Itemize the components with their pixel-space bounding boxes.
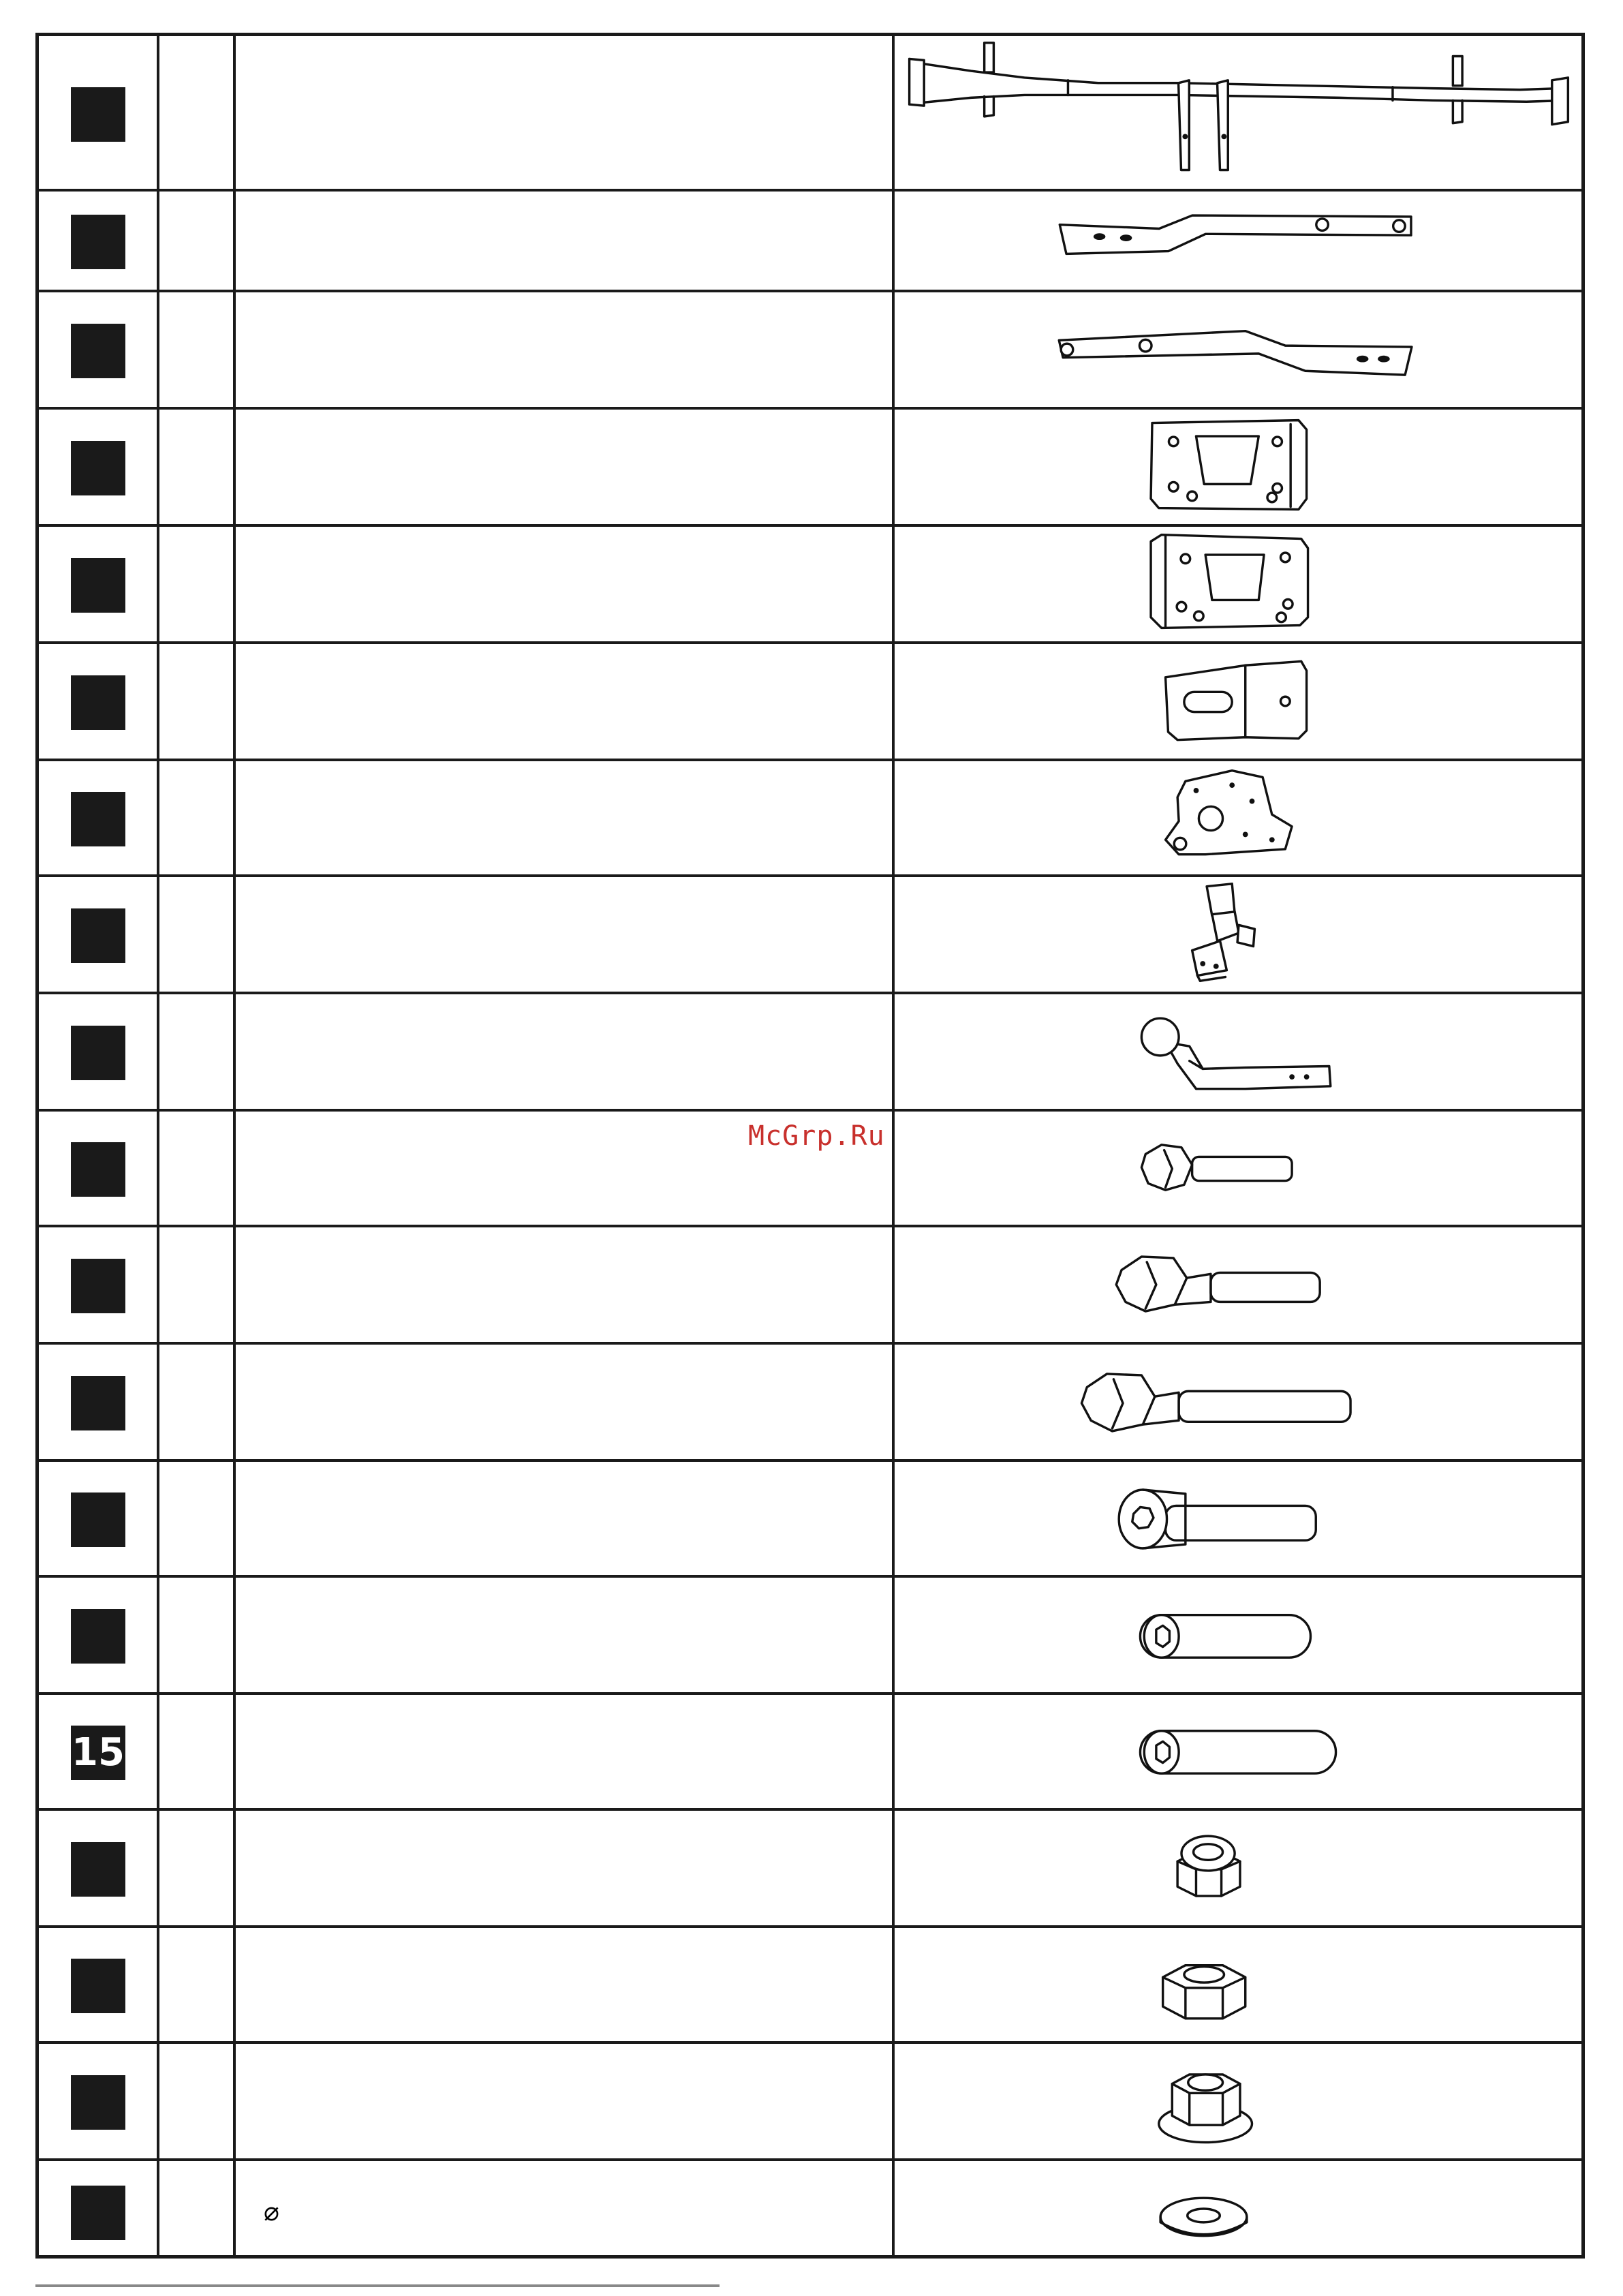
- slotted-angle-bracket-icon: [895, 644, 1581, 759]
- part-number-badge: [71, 1376, 125, 1430]
- part-number-badge: [71, 558, 125, 613]
- short-spacer-sleeve-icon: [895, 1578, 1581, 1692]
- diameter-symbol: ⌀: [264, 2196, 279, 2226]
- table-row: [39, 2044, 1581, 2161]
- table-row: [39, 761, 1581, 877]
- left-mounting-plate-icon: [895, 410, 1581, 524]
- tow-bar-crossmember-icon: [895, 36, 1581, 189]
- part-number-badge: [71, 1259, 125, 1313]
- part-number-badge: [71, 792, 125, 846]
- part-number-badge: [71, 1609, 125, 1664]
- socket-plate-icon: [895, 761, 1581, 874]
- table-row: [39, 1578, 1581, 1695]
- right-mounting-plate-icon: [895, 527, 1581, 641]
- footer-divider: [35, 2284, 720, 2287]
- right-bracket-arm-icon: [895, 292, 1581, 407]
- flat-washer-icon: [895, 2161, 1581, 2262]
- part-number-badge: [71, 1959, 125, 2013]
- long-spacer-sleeve-icon: [895, 1695, 1581, 1808]
- left-bracket-arm-icon: [895, 192, 1581, 290]
- part-number-badge: [71, 1142, 125, 1197]
- part-number-badge: [71, 2186, 125, 2240]
- table-row: [39, 527, 1581, 644]
- table-row: [39, 1345, 1581, 1462]
- tow-ball-neck-icon: [895, 994, 1581, 1109]
- part-number-badge: [71, 675, 125, 730]
- watermark-text: McGrp.Ru: [748, 1120, 885, 1152]
- table-row: [39, 36, 1581, 192]
- table-row: [39, 1695, 1581, 1811]
- table-row: [39, 644, 1581, 761]
- table-row: [39, 192, 1581, 292]
- part-number-badge: 15: [71, 1726, 125, 1780]
- part-number-badge: [71, 215, 125, 269]
- part-number-badge: [71, 324, 125, 378]
- part-number-badge: [71, 87, 125, 142]
- table-row: [39, 1811, 1581, 1928]
- table-row: [39, 1462, 1581, 1578]
- table-row: [39, 994, 1581, 1112]
- part-number-badge: [71, 1842, 125, 1897]
- medium-hex-bolt-icon: [895, 1227, 1581, 1342]
- table-row: [39, 292, 1581, 410]
- nyloc-nut-icon: [895, 1811, 1581, 1925]
- part-number-badge: [71, 1493, 125, 1547]
- table-row: [39, 2161, 1581, 2262]
- short-hex-bolt-icon: [895, 1112, 1581, 1225]
- flange-nut-icon: [895, 2044, 1581, 2158]
- lock-mechanism-icon: [895, 877, 1581, 992]
- part-number-badge: [71, 908, 125, 963]
- long-hex-bolt-icon: [895, 1345, 1581, 1459]
- hex-nut-icon: [895, 1928, 1581, 2041]
- part-number-badge: [71, 1026, 125, 1080]
- table-row: [39, 410, 1581, 527]
- part-number-badge: [71, 2075, 125, 2130]
- table-row: [39, 1928, 1581, 2044]
- part-number-badge: [71, 441, 125, 495]
- socket-cap-screw-icon: [895, 1462, 1581, 1575]
- table-row: [39, 1227, 1581, 1345]
- table-row: [39, 877, 1581, 994]
